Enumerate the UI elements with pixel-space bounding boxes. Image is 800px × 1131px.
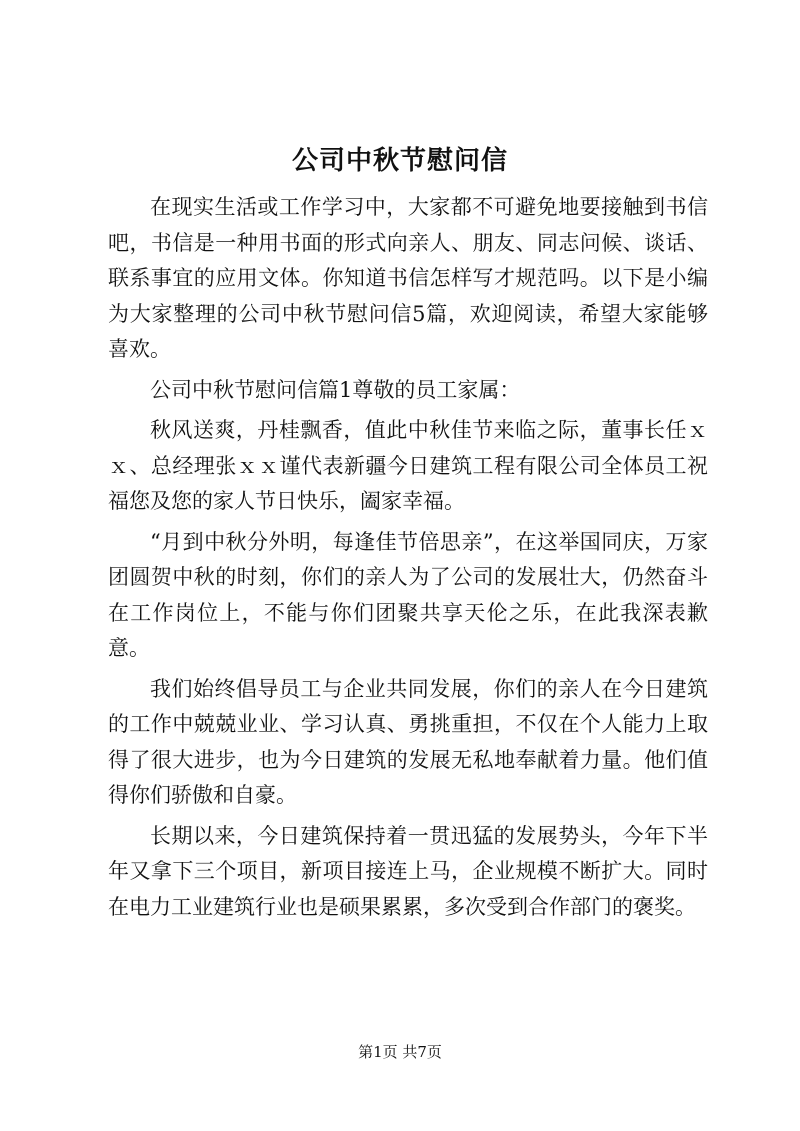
paragraph-salutation: 公司中秋节慰问信篇1尊敬的员工家属： xyxy=(150,377,521,402)
paragraph-development: 长期以来，今日建筑保持着一贯迅猛的发展势头，今年下半年又拿下三个项目，新项目接连上马，企业规模不断扩大。同时在电力工业建筑行业也是硕果累累，多次受到合作部门的褒奖。 xyxy=(108,823,708,919)
document-title: 公司中秋节慰问信 xyxy=(291,146,508,176)
document-body xyxy=(108,190,708,930)
paragraph-intro: 在现实生活或工作学习中，大家都不可避免地要接触到书信吧，书信是一种用书面的形式向亲人、朋友、同志问候、谈话、联系事宜的应用文体。你知道书信怎样写才规范吗。以下是小编为大家整理的公司中秋节慰问信5篇，欢迎阅读，希望大家能够喜欢。 xyxy=(108,195,708,361)
paragraph-apology: “月到中秋分外明，每逢佳节倍思亲”，在这举国同庆，万家团圆贺中秋的时刻，你们的亲人为了公司的发展壮大，仍然奋斗在工作岗位上，不能与你们团聚共享天伦之乐，在此我深表歉意。 xyxy=(108,529,708,660)
paragraph-greeting: 秋风送爽，丹桂飘香，值此中秋佳节来临之际，董事长任ｘｘ、总经理张ｘｘ谨代表新疆今日建筑工程有限公司全体员工祝福您及您的家人节日快乐，阖家幸福。 xyxy=(108,418,708,513)
paragraph-praise: 我们始终倡导员工与企业共同发展，你们的亲人在今日建筑的工作中兢兢业业、学习认真、勇挑重担，不仅在个人能力上取得了很大进步，也为今日建筑的发展无私地奉献着力量。他们值得你们骄傲和自豪。 xyxy=(108,676,708,807)
page-footer: 第1页 共7页 xyxy=(358,1043,442,1061)
